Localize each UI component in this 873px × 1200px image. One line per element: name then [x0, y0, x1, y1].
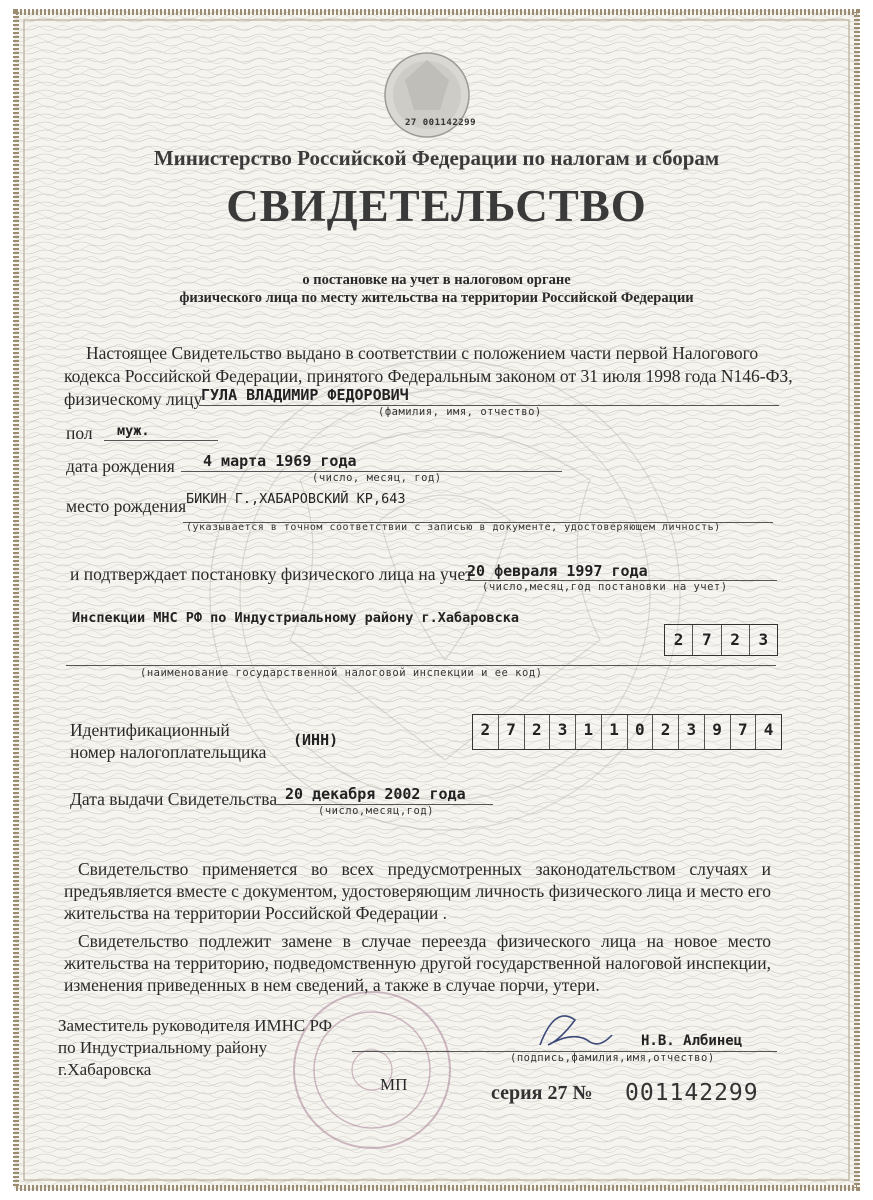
birth-date-hint: (число, месяц, год) [312, 472, 442, 484]
signer-name: Н.В. Албинец [641, 1033, 743, 1049]
inn-digit: 3 [679, 715, 705, 749]
inspection-code-digit: 2 [665, 625, 693, 655]
inn-digit-box [472, 714, 782, 750]
inn-digit: 7 [499, 715, 525, 749]
inn-label-line-2: номер налогоплательщика [70, 742, 267, 762]
hologram-number: 27 001142299 [405, 118, 477, 128]
inn-digit: 0 [628, 715, 654, 749]
birth-date-label: дата рождения [66, 456, 175, 476]
signer-position-line-1: Заместитель руководителя ИМНС РФ [58, 1016, 333, 1035]
sex-value: муж. [117, 423, 150, 439]
birth-date-value: 4 марта 1969 года [203, 452, 357, 470]
intro-line-3: физическому лицу [64, 389, 203, 409]
issue-date-value: 20 декабря 2002 года [285, 785, 466, 803]
birthplace-label: место рождения [66, 496, 187, 516]
issue-date-label: Дата выдачи Свидетельства [70, 789, 278, 809]
sex-label: пол [66, 423, 93, 443]
series-number: 001142299 [625, 1080, 759, 1106]
registration-date: 20 февраля 1997 года [467, 562, 648, 580]
inn-digit: 1 [602, 715, 628, 749]
inn-digit: 2 [473, 715, 499, 749]
birthplace-value: БИКИН Г.,ХАБАРОВСКИЙ КР,643 [186, 491, 406, 507]
inn-abbreviation: (ИНН) [293, 731, 339, 749]
signer-position-line-2: по Индустриальному району [58, 1038, 268, 1057]
inn-digit: 1 [576, 715, 602, 749]
inn-digit: 7 [731, 715, 757, 749]
inn-digit: 3 [550, 715, 576, 749]
issue-date-hint: (число,месяц,год) [318, 805, 434, 817]
inspection-code-digit: 2 [722, 625, 750, 655]
inspection-code-digit: 3 [758, 630, 769, 649]
stamp-place-mark: МП [380, 1075, 408, 1094]
registration-hint: (число,месяц,год постановки на учет) [482, 581, 728, 593]
person-name: ГУЛА ВЛАДИМИР ФЕДОРОВИЧ [201, 386, 409, 404]
inspection-hint: (наименование государственной налоговой инспекции и ее код) [140, 667, 543, 679]
inspection-name: Инспекции МНС РФ по Индустриальному району г.Хабаровска [72, 610, 520, 626]
inspection-code-box [664, 624, 778, 656]
intro-line-1: Настоящее Свидетельство выдано в соответствии с положением части первой Налогового [86, 343, 759, 363]
inn-digit: 2 [653, 715, 679, 749]
signature-hint: (подпись,фамилия,имя,отчество) [510, 1052, 715, 1064]
inn-label-line-1: Идентификационный [70, 720, 230, 740]
inn-digit: 4 [763, 720, 774, 739]
ministry-heading: Министерство Российской Федерации по налогам и сборам [153, 146, 720, 170]
name-hint: (фамилия, имя, отчество) [378, 406, 542, 418]
notice-paragraph-2: Свидетельство подлежит замене в случае переезда физического лица на новое место жительства на территорию, подведомственную другой государственной налоговой инспекции, изменения приведенных в нем сведений, а также в случае порчи, утери. [64, 931, 771, 995]
birthplace-hint: (указывается в точном соответствии с записью в документе, удостоверяющем личность) [186, 522, 721, 533]
inn-digit: 9 [705, 715, 731, 749]
notice-paragraph-1: Свидетельство применяется во всех предусмотренных законодательством случаях и предъявляется вместе с документом, удостоверяющим личность физического лица и место его жительства на территории Российской Федерации . [64, 859, 771, 923]
subtitle-line-2: физического лица по месту жительства на территории Российской Федерации [179, 290, 694, 306]
registration-label: и подтверждает постановку физического лица на учет [70, 564, 473, 584]
series-label: серия 27 № [491, 1082, 593, 1104]
inn-digit: 2 [525, 715, 551, 749]
subtitle-line-1: о постановке на учет в налоговом органе [302, 272, 571, 288]
intro-line-2: кодекса Российской Федерации, принятого Федеральным законом от 31 июля 1998 года N146-ФЗ, [64, 366, 793, 386]
signer-position-line-3: г.Хабаровска [58, 1060, 152, 1079]
inspection-code-digit: 7 [693, 625, 721, 655]
document-title: СВИДЕТЕЛЬСТВО [226, 181, 647, 231]
